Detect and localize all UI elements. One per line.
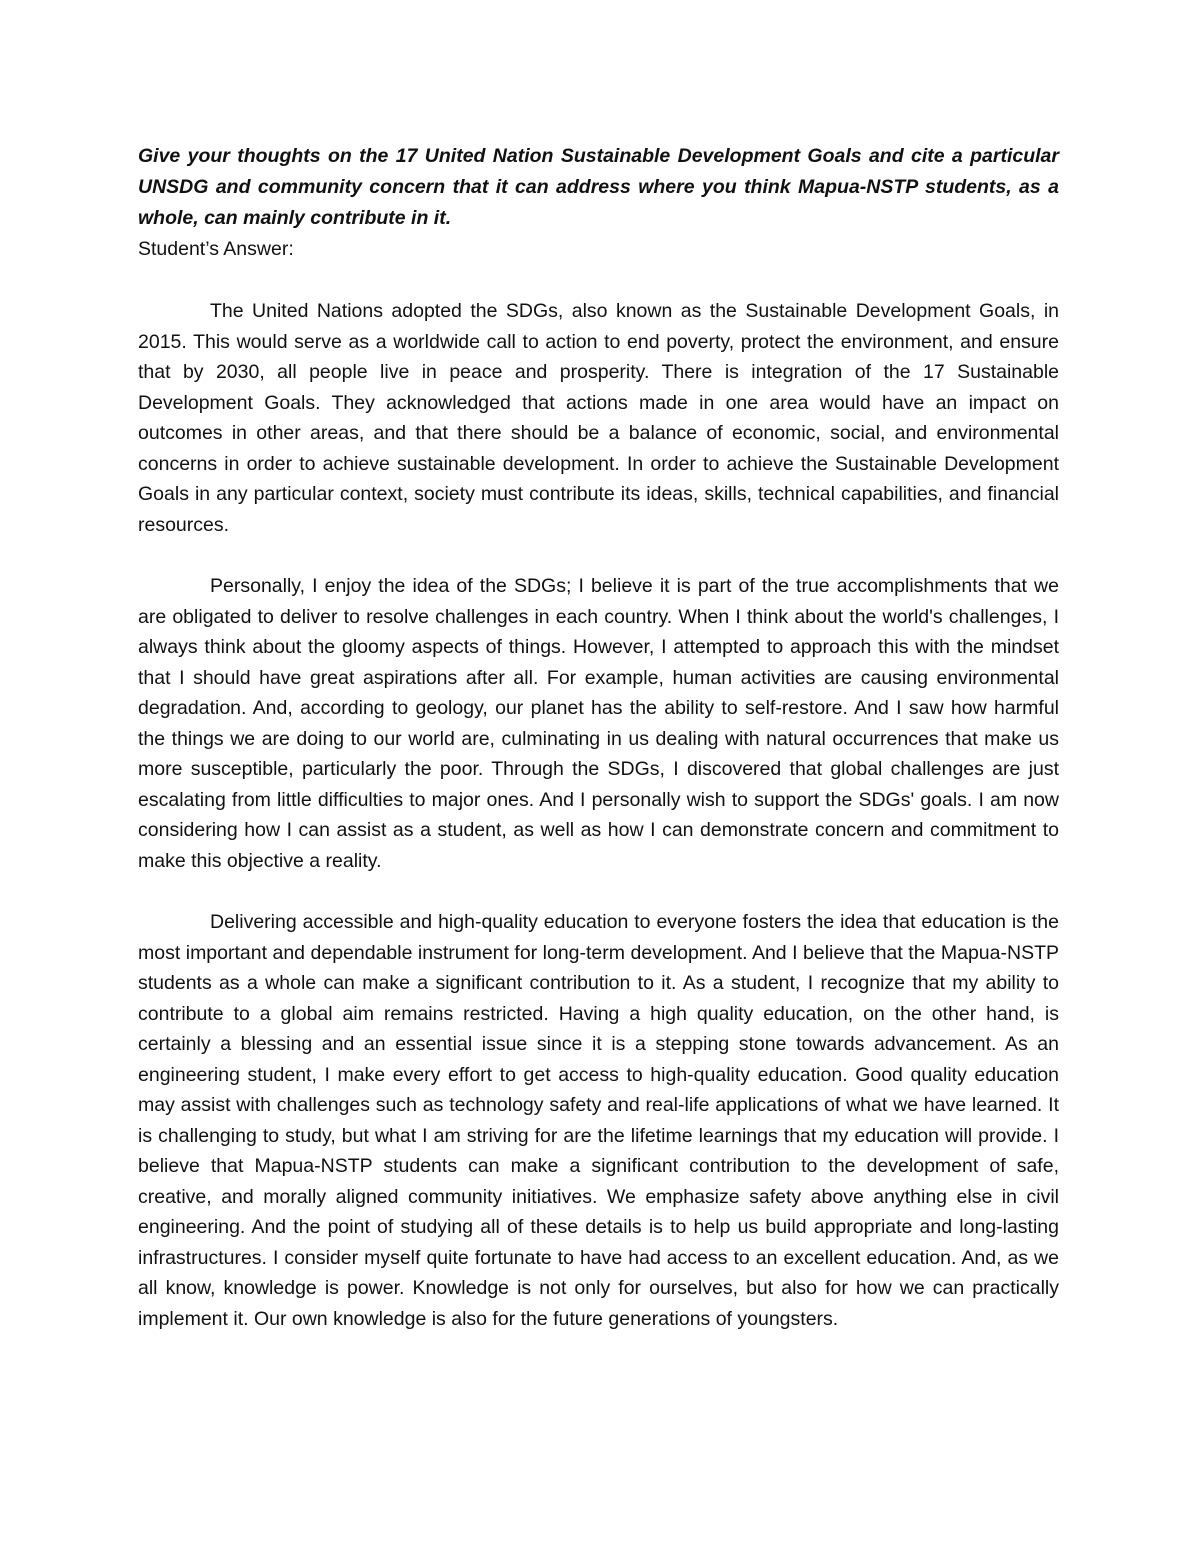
- document-body: [138, 141, 1059, 1334]
- answer-paragraph-2: Personally, I enjoy the idea of the SDGs; I believe it is part of the true accomplishments that we are obligated to deliver to resolve challenges in each country. When I think about the world's challenges, I always think about the gloomy aspects of things. However, I attempted to approach this with the mindset that I should have great aspirations after all. For example, human activities are causing environmental degradation. And, according to geology, our planet has the ability to self-restore. And I saw how harmful the things we are doing to our world are, culminating in us dealing with natural occurrences that make us more susceptible, particularly the poor. Through the SDGs, I discovered that global challenges are just escalating from little difficulties to major ones. And I personally wish to support the SDGs' goals. I am now considering how I can assist as a student, as well as how I can demonstrate concern and commitment to make this objective a reality.: [138, 575, 1059, 872]
- answer-paragraph-1: The United Nations adopted the SDGs, also known as the Sustainable Development Goals, in 2015. This would serve as a worldwide call to action to end poverty, protect the environment, and ensure that by 2030, all people live in peace and prosperity. There is integration of the 17 Sustainable Development Goals. They acknowledged that actions made in one area would have an impact on outcomes in other areas, and that there should be a balance of economic, social, and environmental concerns in order to achieve sustainable development. In order to achieve the Sustainable Development Goals in any particular context, society must contribute its ideas, skills, technical capabilities, and financial resources.: [138, 300, 1059, 536]
- essay-prompt: Give your thoughts on the 17 United Nation Sustainable Development Goals and cite a particular UNSDG and community concern that it can address where you think Mapua-NSTP students, as a whole, can mainly contribute in it.: [138, 145, 1059, 229]
- answer-paragraph-3: Delivering accessible and high-quality education to everyone fosters the idea that education is the most important and dependable instrument for long-term development. And I believe that the Mapua-NSTP students as a whole can make a significant contribution to it. As a student, I recognize that my ability to contribute to a global aim remains restricted. Having a high quality education, on the other hand, is certainly a blessing and an essential issue since it is a stepping stone towards advancement. As an engineering student, I make every effort to get access to high-quality education. Good quality education may assist with challenges such as technology safety and real-life applications of what we have learned. It is challenging to study, but what I am striving for are the lifetime learnings that my education will provide. I believe that Mapua-NSTP students can make a significant contribution to the development of safe, creative, and morally aligned community initiatives. We emphasize safety above anything else in civil engineering. And the point of studying all of these details is to help us build appropriate and long-lasting infrastructures. I consider myself quite fortunate to have had access to an excellent education. And, as we all know, knowledge is power. Knowledge is not only for ourselves, but also for how we can practically implement it. Our own knowledge is also for the future generations of youngsters.: [138, 911, 1059, 1330]
- answer-label: Student’s Answer:: [138, 238, 294, 260]
